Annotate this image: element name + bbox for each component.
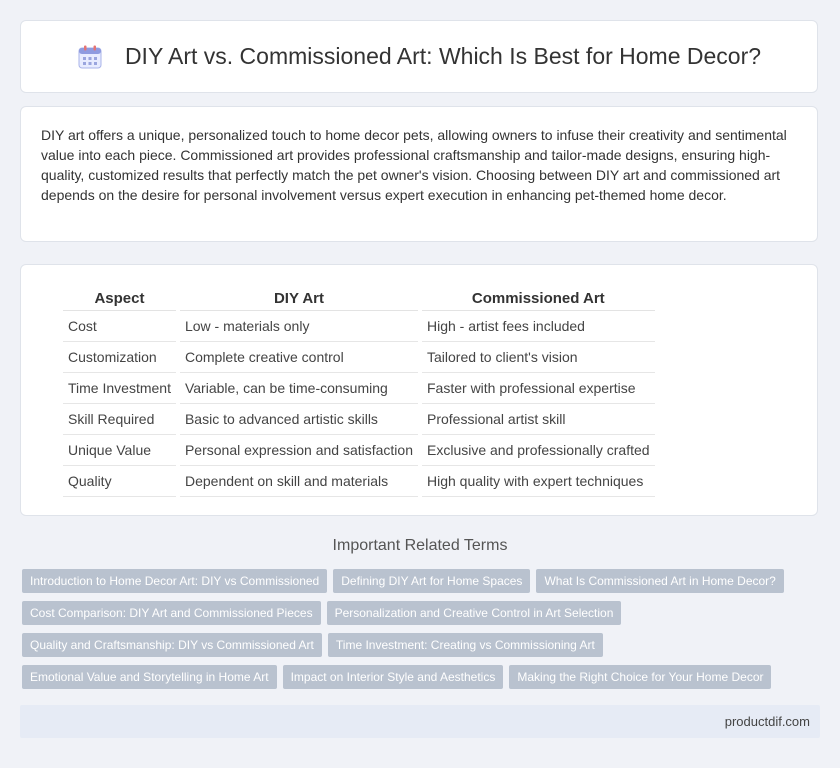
table-row (63, 466, 655, 497)
related-term-tag[interactable]: Making the Right Choice for Your Home Decor (509, 665, 771, 689)
footer (20, 705, 820, 738)
related-term-tag[interactable]: Introduction to Home Decor Art: DIY vs Commissioned (22, 569, 327, 593)
comparison-card (20, 264, 818, 516)
footer-site-link[interactable]: productdif.com (724, 714, 810, 729)
related-term-tag[interactable]: What Is Commissioned Art in Home Decor? (536, 569, 783, 593)
header-diy-art: DIY Art (180, 288, 418, 311)
table-row (63, 435, 655, 466)
cell-commissioned: Tailored to client's vision (422, 342, 655, 373)
comparison-table (59, 288, 659, 497)
header-aspect: Aspect (63, 288, 176, 311)
related-term-tag[interactable]: Personalization and Creative Control in Art Selection (327, 601, 622, 625)
cell-aspect: Unique Value (63, 435, 176, 466)
related-term-tag[interactable]: Emotional Value and Storytelling in Home Art (22, 665, 277, 689)
related-term-tag[interactable]: Cost Comparison: DIY Art and Commissioned Pieces (22, 601, 321, 625)
related-term-tag[interactable]: Impact on Interior Style and Aesthetics (283, 665, 504, 689)
page-title (77, 43, 761, 70)
table-header-row (63, 288, 655, 311)
cell-diy: Complete creative control (180, 342, 418, 373)
cell-diy: Variable, can be time-consuming (180, 373, 418, 404)
table-row (63, 311, 655, 342)
table-row (63, 342, 655, 373)
cell-aspect: Cost (63, 311, 176, 342)
cell-commissioned: Professional artist skill (422, 404, 655, 435)
related-term-tag[interactable]: Time Investment: Creating vs Commissioning Art (328, 633, 603, 657)
related-terms-list (22, 569, 822, 697)
cell-aspect: Customization (63, 342, 176, 373)
related-terms-title: Important Related Terms (332, 537, 508, 554)
intro-paragraph: DIY art offers a unique, personalized touch to home decor pets, allowing owners to infuse their creativity and sentimental value into each piece. Commissioned art provides professional craftsmanship and tailor-made designs, ensuring high-quality, customized results that perfectly match the pet owner's vision. Choosing between DIY art and commissioned art depends on the desire for personal involvement versus expert execution in enhancing pet-themed home decor. (41, 127, 787, 203)
cell-commissioned: Faster with professional expertise (422, 373, 655, 404)
table-row (63, 373, 655, 404)
related-term-tag[interactable]: Quality and Craftsmanship: DIY vs Commissioned Art (22, 633, 322, 657)
related-term-tag[interactable]: Defining DIY Art for Home Spaces (333, 569, 530, 593)
cell-diy: Personal expression and satisfaction (180, 435, 418, 466)
cell-diy: Basic to advanced artistic skills (180, 404, 418, 435)
cell-commissioned: High quality with expert techniques (422, 466, 655, 497)
cell-diy: Low - materials only (180, 311, 418, 342)
cell-diy: Dependent on skill and materials (180, 466, 418, 497)
cell-aspect: Skill Required (63, 404, 176, 435)
cell-commissioned: High - artist fees included (422, 311, 655, 342)
page-title-text: DIY Art vs. Commissioned Art: Which Is Best for Home Decor? (124, 43, 762, 69)
cell-aspect: Quality (63, 466, 176, 497)
table-row (63, 404, 655, 435)
title-card (20, 20, 818, 93)
intro-card (20, 106, 818, 242)
cell-aspect: Time Investment (63, 373, 176, 404)
header-commissioned-art: Commissioned Art (422, 288, 655, 311)
cell-commissioned: Exclusive and professionally crafted (422, 435, 655, 466)
calendar-icon (77, 44, 103, 70)
